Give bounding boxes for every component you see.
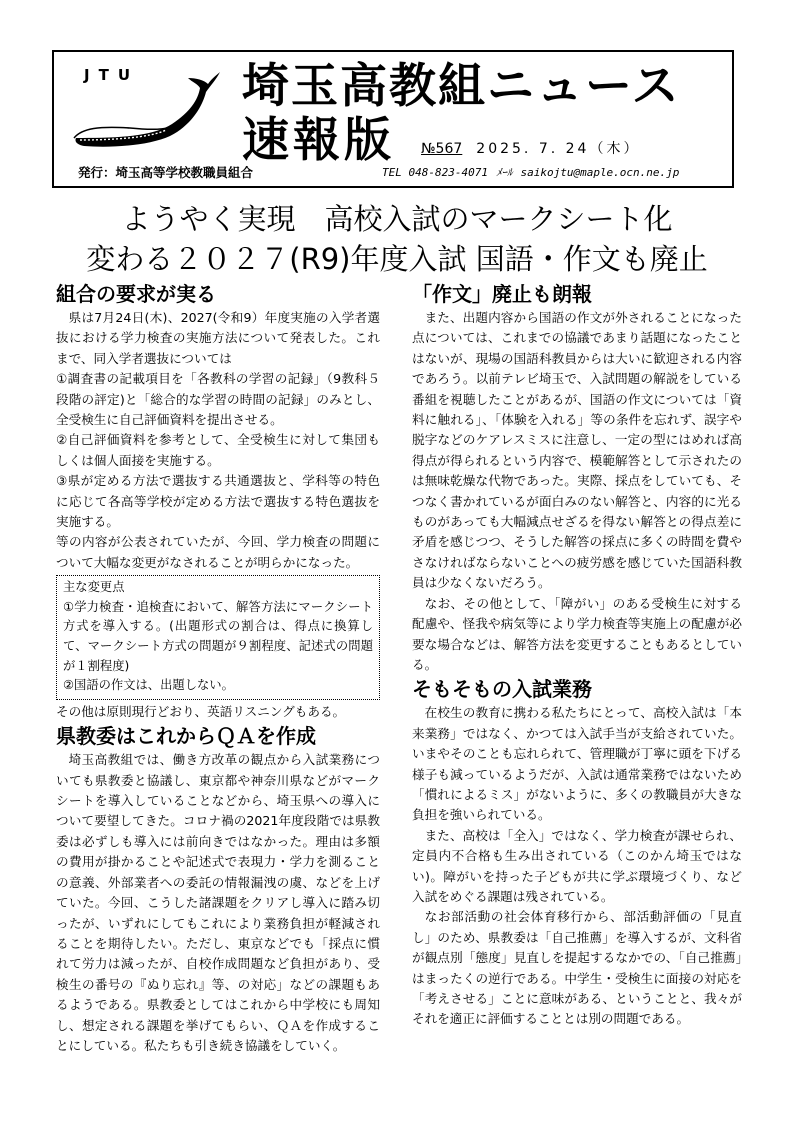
paragraph: また、高校は「全入」ではなく、学力検査が課せられ、定員内不合格も生み出されている（このかん埼玉ではない)。障がいを持った子どもが共に学ぶ環境づくり、など入試をめぐる課題は残されている。 — [412, 827, 742, 904]
sub-headline: 変わる２０２７(R9)年度入試 国語・作文も廃止 — [86, 242, 708, 276]
paragraph: 埼玉高教組では、働き方改革の観点から入試業務についても県教委と協議し、東京都や神奈川県などがマークシートを導入していることなどから、埼玉県への導入について要望してきた。コロナ禍の2021年度段階では県教委は必ずしも導入には前向きではなかった。理由は多額の費用が掛かることや記述式で表現力・学力を測ることの意義、外部業者への委託の情報漏洩の虞、などを上げていた。今回、こうした諸課題をクリアし導入に踏み切ったが、いずれにしてもこれにより業務負担が軽減されることを期待したい。ただし、東京などでも「採点に慣れて労力は減ったが、自校作成問題など負担があり、受検生の番号の『ぬり忘れ』等、の対応」などの課題もあるようである。県教委としてはこれから中学校にも周知し、想定される課題を挙げてもらい、ＱＡを作成することにしている。私たちも引き続き協議をしていく。 — [56, 752, 380, 1053]
tel: TEL 048-823-4071 — [382, 166, 488, 179]
paragraph: ③県が定める方法で選抜する共通選抜と、学科等の特色に応じて各高等学校が定める方法で選抜する特色選抜を実施する。 — [56, 473, 380, 530]
box-item: ②国語の作文は、出題しない。 — [63, 678, 234, 693]
issue-number: №567 — [421, 141, 463, 157]
box-heading: 主な変更点 — [63, 580, 125, 595]
left-column — [56, 280, 380, 1056]
publisher: 発行：埼玉高等学校教職員組合 — [78, 165, 254, 180]
main-headline: ようやく実現 高校入試のマークシート化 — [121, 202, 673, 236]
paragraph: ②自己評価資料を参考として、全受検生に対して集団もしくは個人面接を実施する。 — [56, 432, 380, 468]
newsletter-subtitle: 速報版 — [242, 113, 395, 168]
paragraph: ①調査書の記載項目を「各教科の学習の記録」（9教科５段階の評定)と「総合的な学習の時間の記録」のみとし、全受検生に自己評価資料を提出させる。 — [56, 371, 380, 428]
paragraph: また、出題内容から国語の作文が外されることになった点については、これまでの協議であまり話題になったことはないが、現場の国語科教員からは大いに歓迎される内容であろう。以前テレビ埼玉で、入試問題の解説をしている番組を視聴したことがあるが、国語の作文については「資料に触れる」、「体験を入れる」等の条件を忘れず、誤字や脱字などのケアレスミスに注意し、一定の型にはめれば高得点が得られるという内容で、模範解答として示されたのは無味乾燥な代物であった。実際、採点をしていても、そつなく書かれているが面白みのない解答と、内容的に光るものがあっても大幅減点せざるを得ない解答との得点差に矛盾を感じつつ、そうした解答の採点に多くの時間を費やさなければならないことへの疲労感を感じていた国語科教員は少なくないだろう。 — [412, 310, 742, 591]
newsletter-title: 埼玉高教組ニュース — [242, 59, 681, 114]
paragraph: その他は原則現行どおり、英語リスニングもある。 — [56, 703, 346, 719]
masthead — [52, 50, 734, 188]
issue-info — [421, 138, 640, 158]
logo-text: JTU — [84, 66, 139, 84]
section-title-qa: 県教委はこれからＱＡを作成 — [56, 724, 316, 749]
paragraph: 在校生の教育に携わる私たちにとって、高校入試は「本来業務」ではなく、かつては入試手当が支給されていた。いまやそのことも忘れられて、管理職が丁寧に頭を下げる様子も減っているようだが、入試は通常業務ではないため「慣れによるミス」がないように、多くの教職員が大きな負担を強いられている。 — [412, 705, 742, 823]
box-item: ①学力検査・追検査において、解答方法にマークシート方式を導入する。(出題形式の割合は、得点に換算して、マークシート方式の問題が９割程度、記述式の問題が１割程度) — [63, 599, 373, 673]
publisher-line — [78, 163, 253, 181]
paragraph: なお部活動の社会体育移行から、部活動評価の「見直し」のため、県教委は「自己推薦」を導入するが、文科省が観点別「態度」見直しを提起するなかでの、「自己推薦」はまったくの逆行である。中学生・受検生に面接の対応を「考えさせる」ことに意味がある、ということと、我々がそれを適正に評価することとは別の問題である。 — [412, 909, 742, 1027]
section-title-exam-work: そもそもの入試業務 — [412, 677, 592, 702]
contact-info — [382, 164, 687, 180]
issue-date: 2025. 7. 24（木） — [476, 141, 641, 157]
section-title-essay: 「作文」廃止も朗報 — [412, 282, 592, 306]
paragraph: 県は7月24日(木)、2027(令和9）年度実施の入学者選抜における学力検査の実施方法について発表した。これまで、同入学者選抜については — [56, 310, 380, 366]
paragraph: 等の内容が公表されていたが、今回、学力検査の問題について大幅な変更がなされることが明らかになった。 — [56, 534, 380, 570]
mail-address: saikojtu@maple.ocn.ne.jp — [520, 166, 680, 179]
changes-box — [56, 575, 380, 700]
right-column — [412, 280, 742, 1030]
section-title-union-demand: 組合の要求が実る — [56, 282, 216, 306]
paragraph: なお、その他として、「障がい」のある受検生に対する配慮や、怪我や病気等により学力検査等実施上の配慮が必要な場合などは、解答方法を変更することもあるとしている。 — [412, 595, 742, 672]
mail-label: ﾒｰﾙ — [495, 166, 513, 179]
